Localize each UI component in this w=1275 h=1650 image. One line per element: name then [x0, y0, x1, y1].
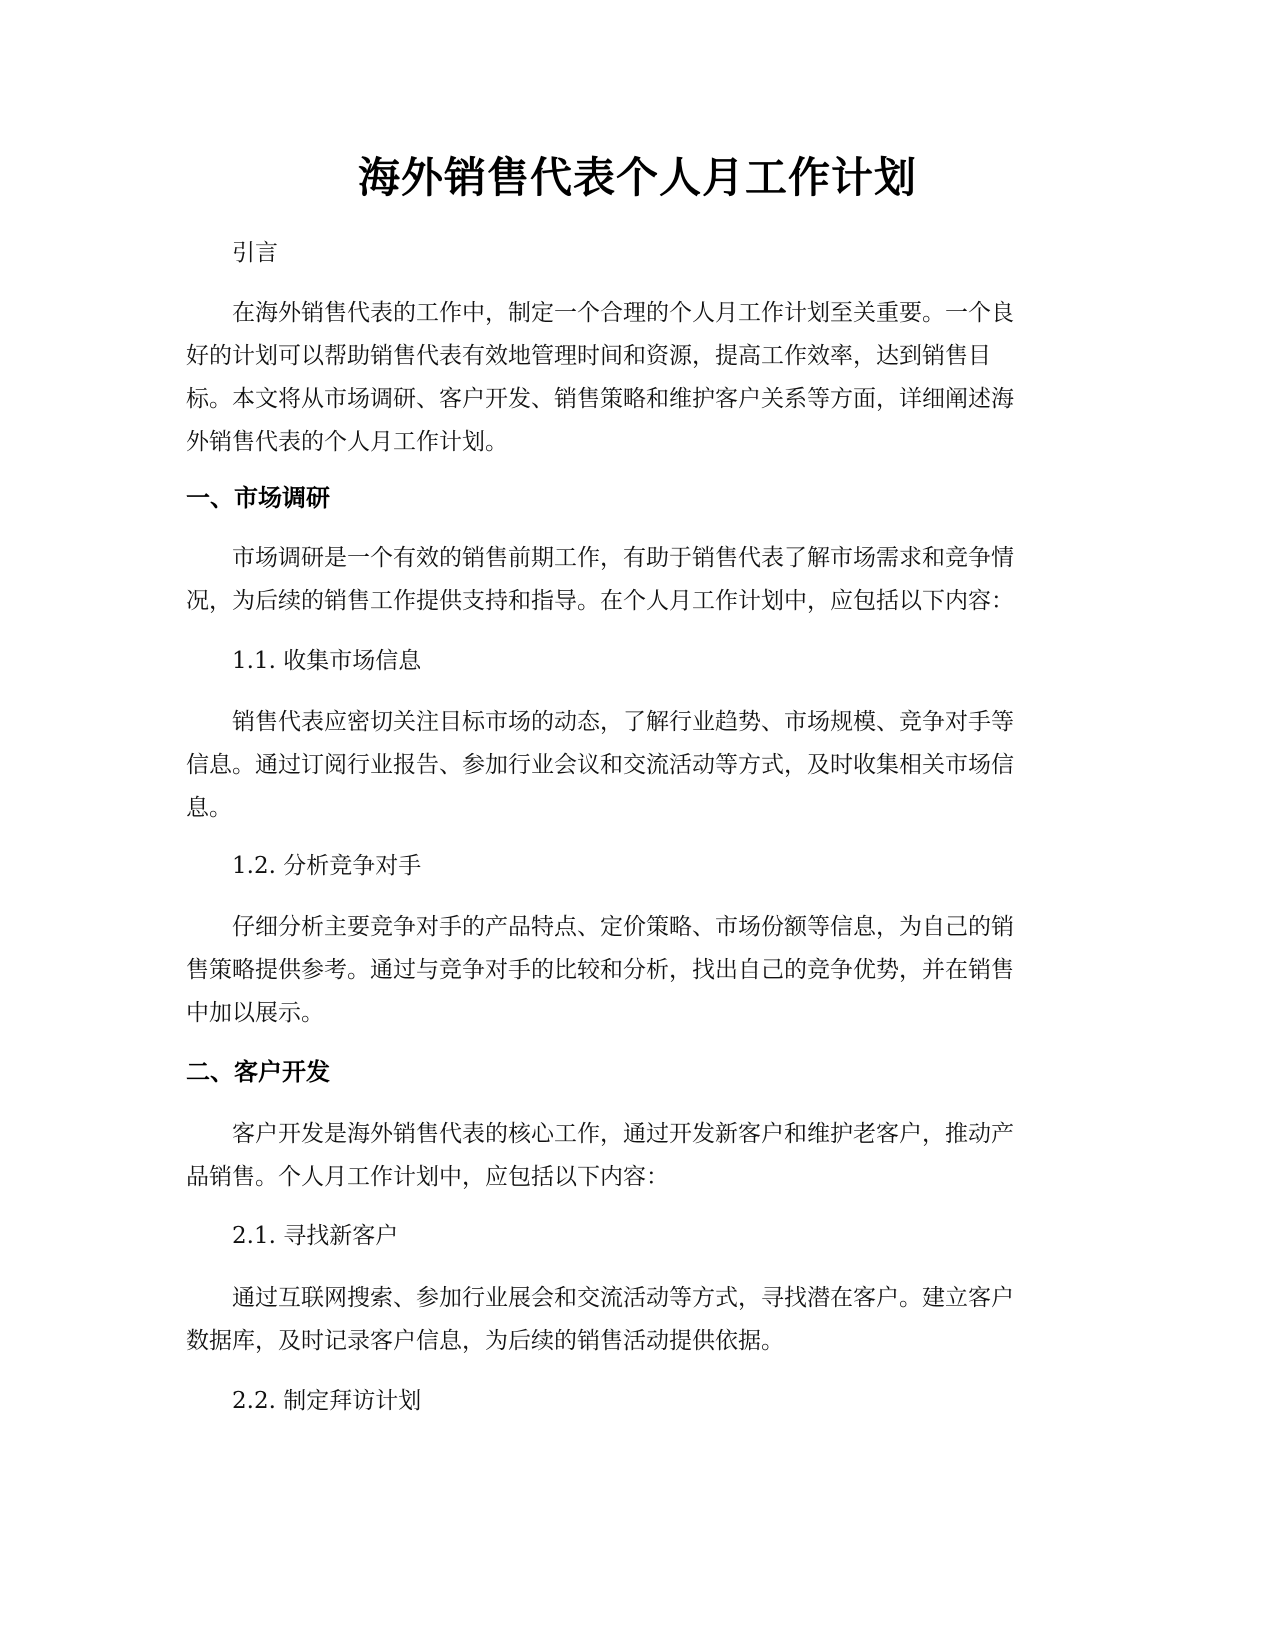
- section-heading-market-research: 一、市场调研: [186, 484, 330, 512]
- section-heading-customer-development: 二、客户开发: [186, 1058, 330, 1086]
- subsection-heading-find-new-customers: 2.1. 寻找新客户: [232, 1223, 399, 1249]
- subsection-heading-collect-market-info: 1.1. 收集市场信息: [232, 648, 422, 674]
- paragraph-line: 数据库，及时记录客户信息，为后续的销售活动提供依据。: [186, 1328, 784, 1354]
- subsection-1-1-paragraph: [186, 701, 1091, 830]
- paragraph-line: 售策略提供参考。通过与竞争对手的比较和分析，找出自己的竞争优势，并在销售: [186, 957, 1014, 983]
- paragraph-line: 品销售。个人月工作计划中，应包括以下内容：: [186, 1164, 669, 1190]
- paragraph-line: 标。本文将从市场调研、客户开发、销售策略和维护客户关系等方面，详细阐述海: [186, 386, 1014, 412]
- subsection-1-2-paragraph: [186, 906, 1091, 1035]
- subsection-2-1-paragraph: [186, 1277, 1091, 1363]
- paragraph-line: 信息。通过订阅行业报告、参加行业会议和交流活动等方式，及时收集相关市场信: [186, 752, 1014, 778]
- subsection-heading-visit-plan: 2.2. 制定拜访计划: [232, 1388, 422, 1414]
- subsection-heading-analyze-competitors: 1.2. 分析竞争对手: [232, 853, 422, 879]
- paragraph-line: 况，为后续的销售工作提供支持和指导。在个人月工作计划中，应包括以下内容：: [186, 588, 1014, 614]
- paragraph-line: 外销售代表的个人月工作计划。: [186, 429, 508, 455]
- section1-paragraph: [186, 537, 1091, 623]
- document-title: 海外销售代表个人月工作计划: [357, 153, 917, 202]
- paragraph-line: 销售代表应密切关注目标市场的动态，了解行业趋势、市场规模、竞争对手等: [232, 709, 1014, 735]
- paragraph-line: 市场调研是一个有效的销售前期工作，有助于销售代表了解市场需求和竞争情: [232, 545, 1014, 571]
- paragraph-line: 中加以展示。: [186, 1000, 324, 1026]
- paragraph-line: 仔细分析主要竞争对手的产品特点、定价策略、市场份额等信息，为自己的销: [232, 914, 1014, 940]
- paragraph-line: 息。: [186, 795, 232, 821]
- intro-paragraph: [186, 292, 1091, 464]
- paragraph-line: 在海外销售代表的工作中，制定一个合理的个人月工作计划至关重要。一个良: [232, 300, 1014, 326]
- intro-label: 引言: [232, 240, 278, 266]
- section2-paragraph: [186, 1113, 1091, 1199]
- paragraph-line: 好的计划可以帮助销售代表有效地管理时间和资源，提高工作效率，达到销售目: [186, 343, 991, 369]
- paragraph-line: 客户开发是海外销售代表的核心工作，通过开发新客户和维护老客户，推动产: [232, 1121, 1014, 1147]
- paragraph-line: 通过互联网搜索、参加行业展会和交流活动等方式，寻找潜在客户。建立客户: [232, 1285, 1014, 1311]
